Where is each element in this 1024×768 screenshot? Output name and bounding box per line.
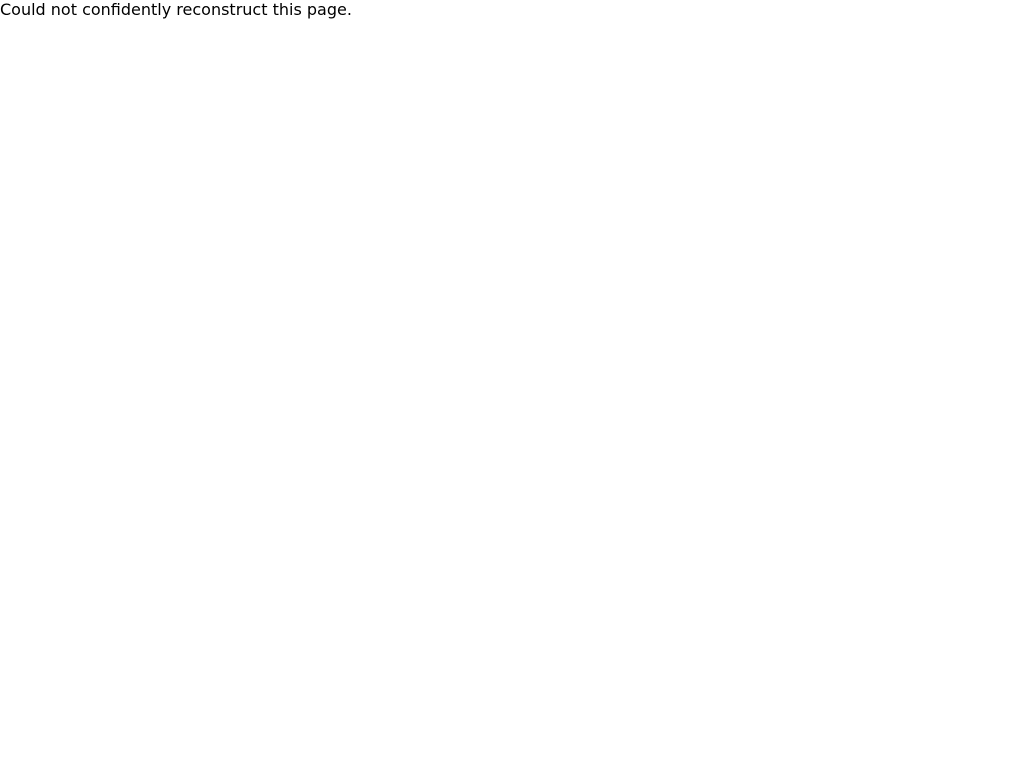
placeholder: Could not confidently reconstruct this page. <box>0 0 352 19</box>
